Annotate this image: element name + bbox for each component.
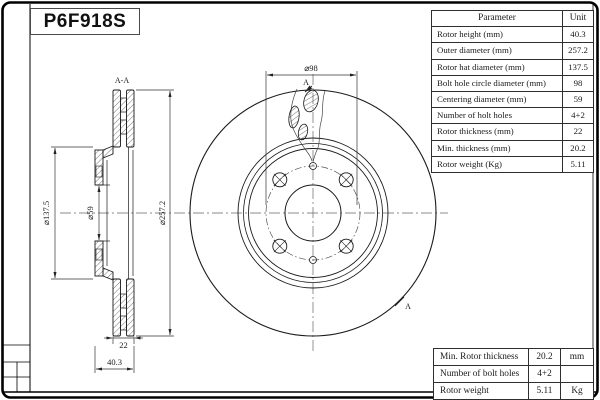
svg-text:A: A <box>405 302 411 311</box>
spec-value: 20.2 <box>563 140 594 156</box>
summary-unit: mm <box>561 349 594 366</box>
svg-text:A: A <box>303 78 309 87</box>
frame-revision-cells <box>3 345 30 392</box>
table-header-row <box>432 11 594 27</box>
spec-label: Bolt hole circle diameter (mm) <box>432 75 563 91</box>
parameter-table <box>431 10 594 173</box>
table-row <box>432 124 594 140</box>
svg-text:40.3: 40.3 <box>107 357 122 367</box>
spec-value: 257.2 <box>563 43 594 59</box>
spec-label: Min. thickness (mm) <box>432 140 563 156</box>
spec-label: Outer diameter (mm) <box>432 43 563 59</box>
summary-unit <box>561 366 594 383</box>
table-row <box>434 349 594 366</box>
table-row <box>432 59 594 75</box>
summary-label: Number of bolt holes <box>434 366 529 383</box>
spec-label: Rotor weight (Kg) <box>432 156 563 172</box>
spec-label: Centering diameter (mm) <box>432 92 563 108</box>
header-parameter: Parameter <box>432 11 563 27</box>
header-unit: Unit <box>563 11 594 27</box>
table-row <box>432 75 594 91</box>
table-row <box>434 383 594 400</box>
spec-value: 137.5 <box>563 59 594 75</box>
table-row <box>432 27 594 43</box>
table-row <box>432 140 594 156</box>
table-row <box>432 92 594 108</box>
table-row <box>432 43 594 59</box>
summary-value: 4+2 <box>529 366 561 383</box>
spec-label: Rotor hat diameter (mm) <box>432 59 563 75</box>
spec-value: 4+2 <box>563 108 594 124</box>
spec-label: Rotor height (mm) <box>432 27 563 43</box>
svg-text:⌀98: ⌀98 <box>304 63 318 73</box>
summary-value: 5.11 <box>529 383 561 400</box>
svg-text:22: 22 <box>119 340 128 350</box>
section-view-label: A-A <box>114 76 130 85</box>
section-view <box>41 76 174 373</box>
spec-value: 40.3 <box>563 27 594 43</box>
table-row <box>434 366 594 383</box>
svg-text:⌀137.5: ⌀137.5 <box>41 200 51 226</box>
summary-unit: Kg <box>561 383 594 400</box>
dimension-centering-diameter <box>85 186 99 240</box>
spec-label: Rotor thickness (mm) <box>432 124 563 140</box>
svg-text:⌀59: ⌀59 <box>85 206 95 220</box>
dimension-rotor-height <box>95 346 134 373</box>
broken-out-section <box>288 89 325 162</box>
table-row <box>432 156 594 172</box>
summary-label: Rotor weight <box>434 383 529 400</box>
dimension-bolt-circle-diameter <box>266 63 357 205</box>
spec-value: 59 <box>563 92 594 108</box>
spec-value: 98 <box>563 75 594 91</box>
spec-value: 22 <box>563 124 594 140</box>
summary-label: Min. Rotor thickness <box>434 349 529 366</box>
summary-value: 20.2 <box>529 349 561 366</box>
part-number-box <box>30 8 140 35</box>
summary-table <box>433 348 594 400</box>
spec-label: Number of holt holes <box>432 108 563 124</box>
front-view <box>190 63 436 352</box>
spec-value: 5.11 <box>563 156 594 172</box>
part-number: P6F918S <box>43 10 127 32</box>
table-row <box>432 108 594 124</box>
svg-text:⌀257.2: ⌀257.2 <box>157 200 167 226</box>
dimension-rotor-thickness <box>104 337 143 351</box>
section-cut-mark-bottom <box>395 297 411 311</box>
